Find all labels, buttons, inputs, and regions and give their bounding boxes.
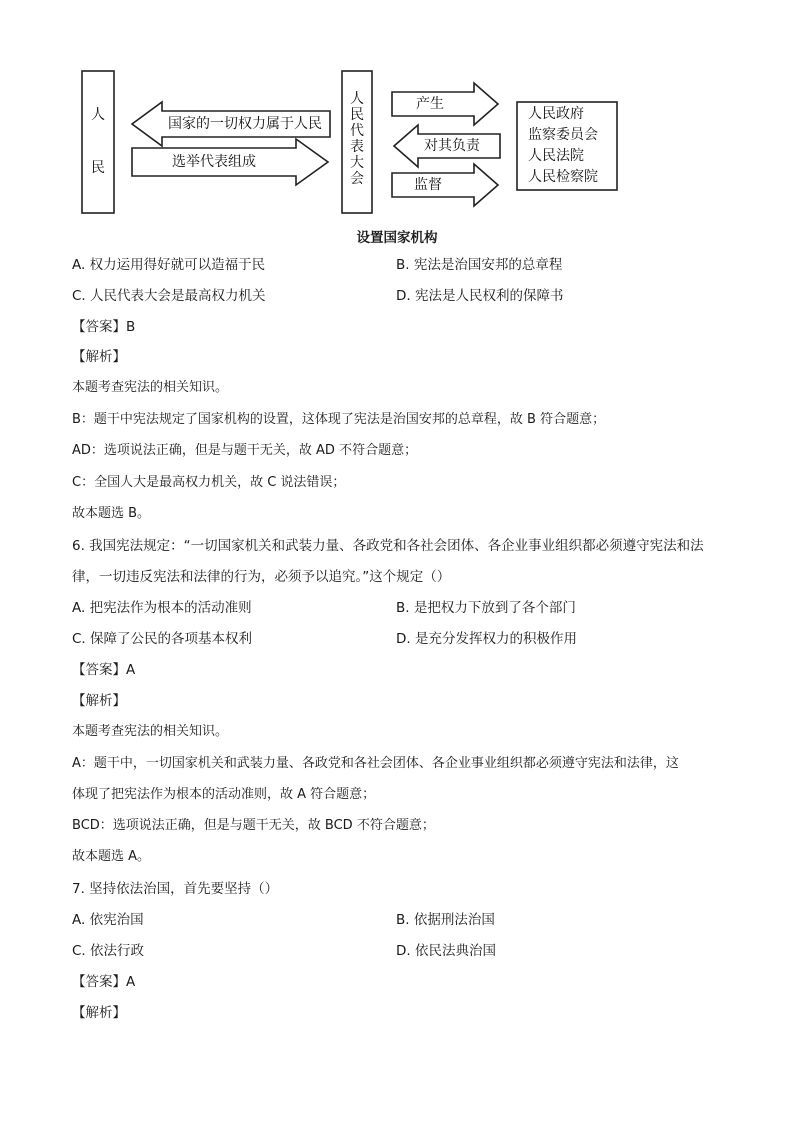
- organ-procuratorate: 人民检察院: [528, 169, 598, 185]
- npc-char-6: 会: [350, 171, 364, 187]
- q5-analysis-line: 本题考查宪法的相关知识。: [72, 380, 229, 395]
- q6-option-a: A. 把宪法作为根本的活动准则: [72, 600, 252, 616]
- people-box: [82, 71, 114, 213]
- people-char-2: 民: [91, 160, 105, 176]
- arrow-produce: [392, 83, 498, 125]
- q6-option-c: C. 保障了公民的各项基本权利: [72, 631, 253, 647]
- q7-analysis-title: 【解析】: [72, 1005, 126, 1021]
- q5-analysis-line: B：题干中宪法规定了国家机构的设置，这体现了宪法是治国安邦的总章程，故 B 符合题意；: [72, 412, 606, 427]
- q6-analysis-line: BCD：选项说法正确，但是与题干无关，故 BCD 不符合题意；: [72, 818, 435, 833]
- q5-answer: 【答案】B: [72, 319, 136, 335]
- q6-analysis-line: 本题考查宪法的相关知识。: [72, 724, 229, 739]
- q5-option-d: D. 宪法是人民权利的保障书: [396, 288, 564, 304]
- responsible-label: 对其负责: [424, 138, 480, 154]
- q6-answer: 【答案】A: [72, 662, 136, 678]
- arrow-supervise: [392, 164, 498, 206]
- q7-option-b: B. 依据刑法治国: [396, 912, 495, 928]
- npc-char-4: 表: [350, 139, 364, 155]
- q6-analysis-title: 【解析】: [72, 693, 126, 709]
- diagram-caption: 设置国家机构: [356, 230, 438, 246]
- organs-list: [528, 104, 598, 188]
- q5-analysis-line: 故本题选 B。: [72, 506, 151, 521]
- q7-option-d: D. 依民法典治国: [396, 943, 496, 959]
- state-organs-diagram: [70, 62, 630, 222]
- npc-vertical-text: [349, 91, 365, 187]
- people-char-1: 人: [91, 107, 105, 123]
- q6-analysis-line: A：题干中，一切国家机关和武装力量、各政党和各社会团体、各企业事业组织都必须遵守宪法和法律，这: [72, 756, 679, 771]
- q5-analysis-line: C：全国人大是最高权力机关，故 C 说法错误；: [72, 475, 346, 490]
- q6-analysis-line: 体现了把宪法作为根本的活动准则，故 A 符合题意；: [72, 787, 376, 802]
- q7-stem: 7. 坚持依法治国，首先要坚持（）: [72, 881, 279, 897]
- organ-supervision: 监察委员会: [528, 127, 598, 143]
- q6-option-b: B. 是把权力下放到了各个部门: [396, 600, 576, 616]
- organ-government: 人民政府: [528, 106, 584, 122]
- q7-option-a: A. 依宪治国: [72, 912, 144, 928]
- npc-char-5: 大: [350, 155, 364, 171]
- q6-stem-line-2: 律，一切违反宪法和法律的行为，必须予以追究。”这个规定（）: [72, 569, 451, 585]
- npc-char-1: 人: [350, 91, 364, 107]
- produce-label: 产生: [416, 96, 444, 112]
- q5-option-b: B. 宪法是治国安邦的总章程: [396, 257, 563, 273]
- q5-option-c: C. 人民代表大会是最高权力机关: [72, 288, 266, 304]
- q7-option-c: C. 依法行政: [72, 943, 145, 959]
- arrow-left-label: 国家的一切权力属于人民: [168, 116, 322, 132]
- q5-analysis-title: 【解析】: [72, 349, 126, 365]
- arrow-right-label: 选举代表组成: [172, 154, 256, 170]
- q5-analysis-line: AD：选项说法正确，但是与题干无关，故 AD 不符合题意；: [72, 443, 418, 458]
- q6-analysis-line: 故本题选 A。: [72, 849, 151, 864]
- q6-stem-line-1: 6. 我国宪法规定：“一切国家机关和武装力量、各政党和各社会团体、各企业事业组织都必须遵守宪法和法: [72, 538, 704, 554]
- npc-char-2: 民: [350, 107, 364, 123]
- q5-option-a: A. 权力运用得好就可以造福于民: [72, 257, 266, 273]
- npc-char-3: 代: [350, 123, 364, 139]
- q6-option-d: D. 是充分发挥权力的积极作用: [396, 631, 577, 647]
- q7-answer: 【答案】A: [72, 974, 136, 990]
- supervise-label: 监督: [414, 177, 442, 193]
- organ-court: 人民法院: [528, 148, 584, 164]
